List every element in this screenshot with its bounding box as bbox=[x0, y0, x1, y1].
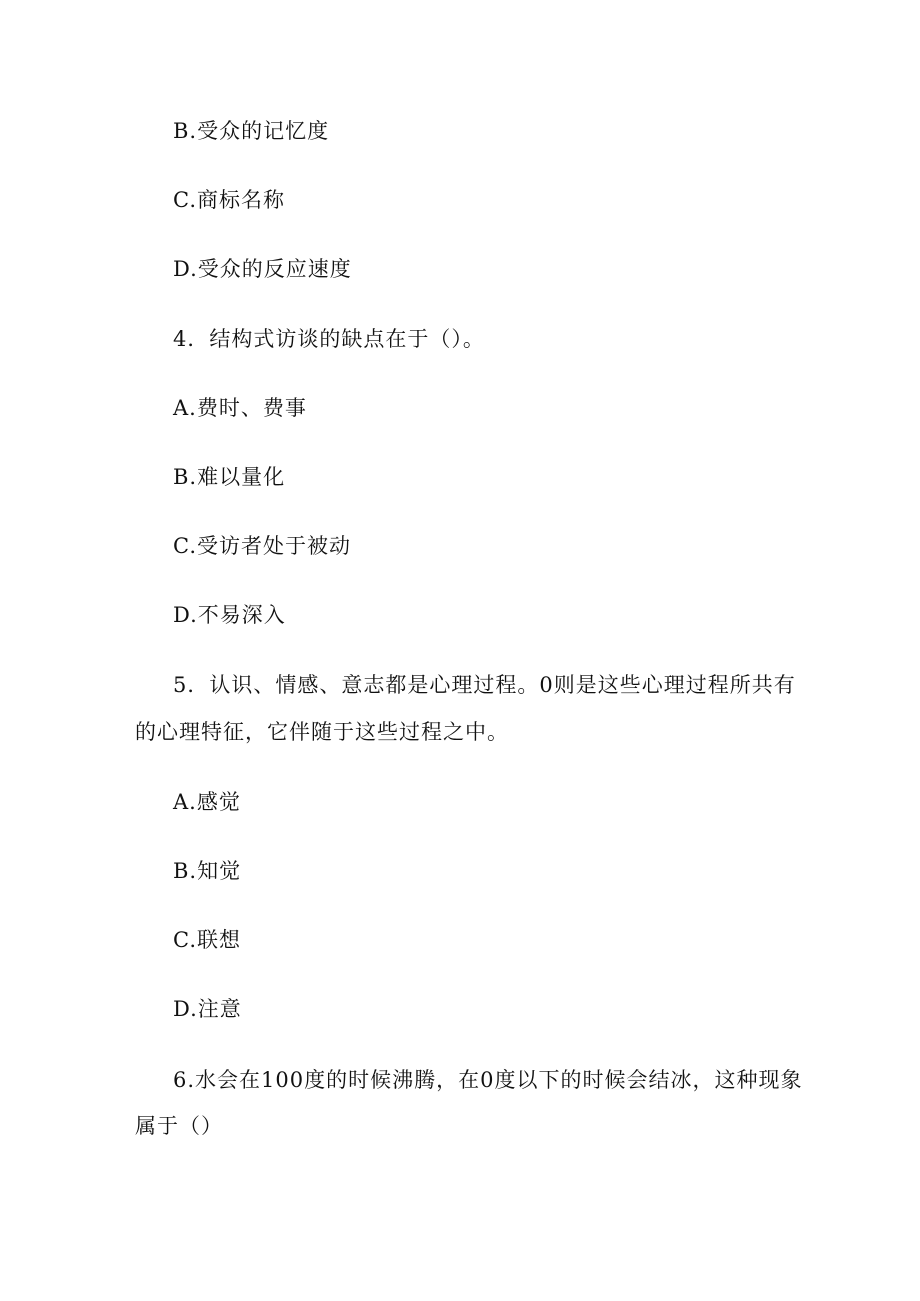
q4-option-a: A.费时、费事 bbox=[173, 396, 307, 420]
q5-option-a: A.感觉 bbox=[173, 790, 241, 814]
q3-option-b: B.受众的记忆度 bbox=[173, 119, 330, 143]
q6-stem-line2: 属于（） bbox=[135, 1114, 223, 1138]
q3-option-c: C.商标名称 bbox=[173, 188, 285, 212]
q3-option-d: D.受众的反应速度 bbox=[173, 257, 352, 281]
q4-option-b: B.难以量化 bbox=[173, 465, 286, 489]
q4-option-c: C.受访者处于被动 bbox=[173, 534, 351, 558]
q6-stem-line1: 6.水会在100度的时候沸腾，在0度以下的时候会结冰，这种现象 bbox=[173, 1068, 803, 1092]
q4-option-d: D.不易深入 bbox=[173, 603, 286, 627]
q5-stem-line1: 5．认识、情感、意志都是心理过程。0则是这些心理过程所共有 bbox=[173, 673, 796, 697]
q5-option-b: B.知觉 bbox=[173, 859, 242, 883]
q4-stem: 4．结构式访谈的缺点在于（）。 bbox=[173, 327, 485, 351]
q5-option-c: C.联想 bbox=[173, 928, 241, 952]
q5-stem-line2: 的心理特征，它伴随于这些过程之中。 bbox=[135, 720, 509, 744]
q5-option-d: D.注意 bbox=[173, 997, 242, 1021]
